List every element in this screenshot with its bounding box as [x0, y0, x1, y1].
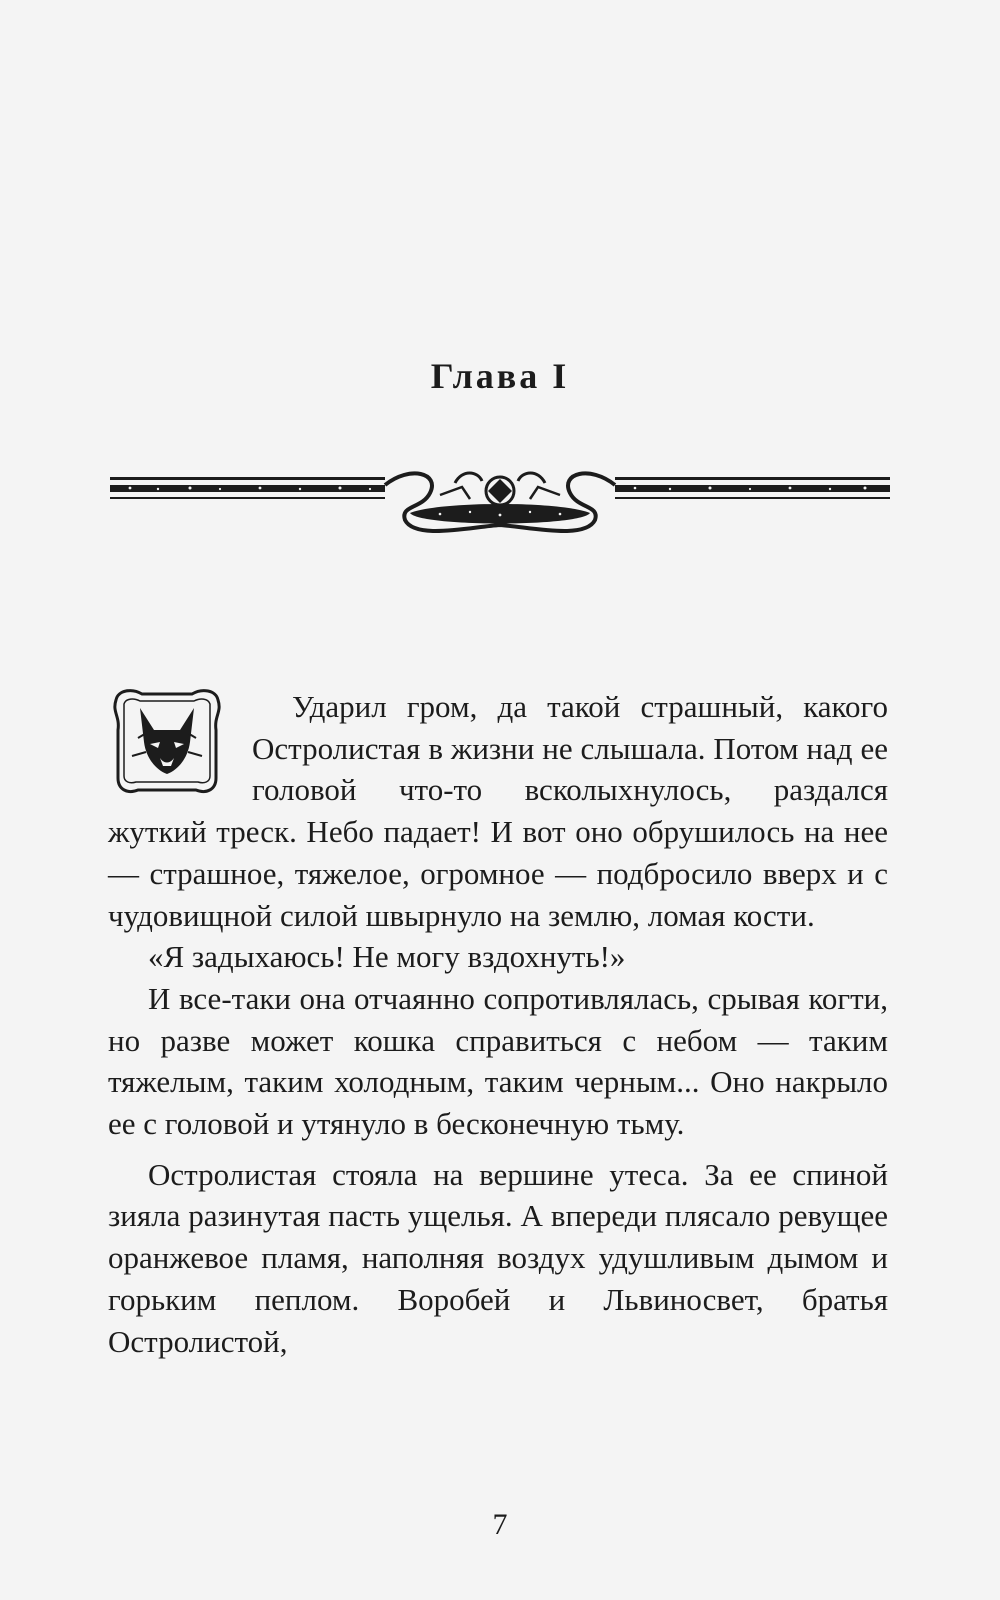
- paragraph-2: «Я задыхаюсь! Не могу вздохнуть!»: [148, 939, 626, 975]
- paragraph-3: И все-таки она отчаянно сопротивлялась, срывая когти, но разве может кошка справиться с небом — таким тяжелым, таким холодным, таким черным... Оно накрыло ее с головой и утянуло в бесконечную тьму.: [108, 980, 888, 1142]
- page-number: 7: [492, 1508, 508, 1541]
- paragraph-1: Ударил гром, да такой страшный, какого Остролистая в жизни не слышала. Потом над ее головой что-то всколыхнулось, раздался жуткий треск. Небо падает! И вот оно обрушилось на нее — страшное, тяжелое, огромное — подбросило вверх и с чудовищной силой швырнуло на землю, ломая кости.: [108, 689, 888, 933]
- chapter-divider-ornament: [110, 465, 890, 545]
- chapter-title: Глава I: [430, 356, 570, 396]
- chapter-text: [108, 686, 888, 1362]
- paragraph-4: Остролистая стояла на вершине утеса. За ее спиной зияла разинутая пасть ущелья. А впереди плясало ревущее оранжевое пламя, наполняя воздух удушливым дымом и горьким пеплом. Воробей и Львиносвет, братья Остролистой,: [108, 1156, 888, 1359]
- fox-head-icon: [108, 686, 226, 798]
